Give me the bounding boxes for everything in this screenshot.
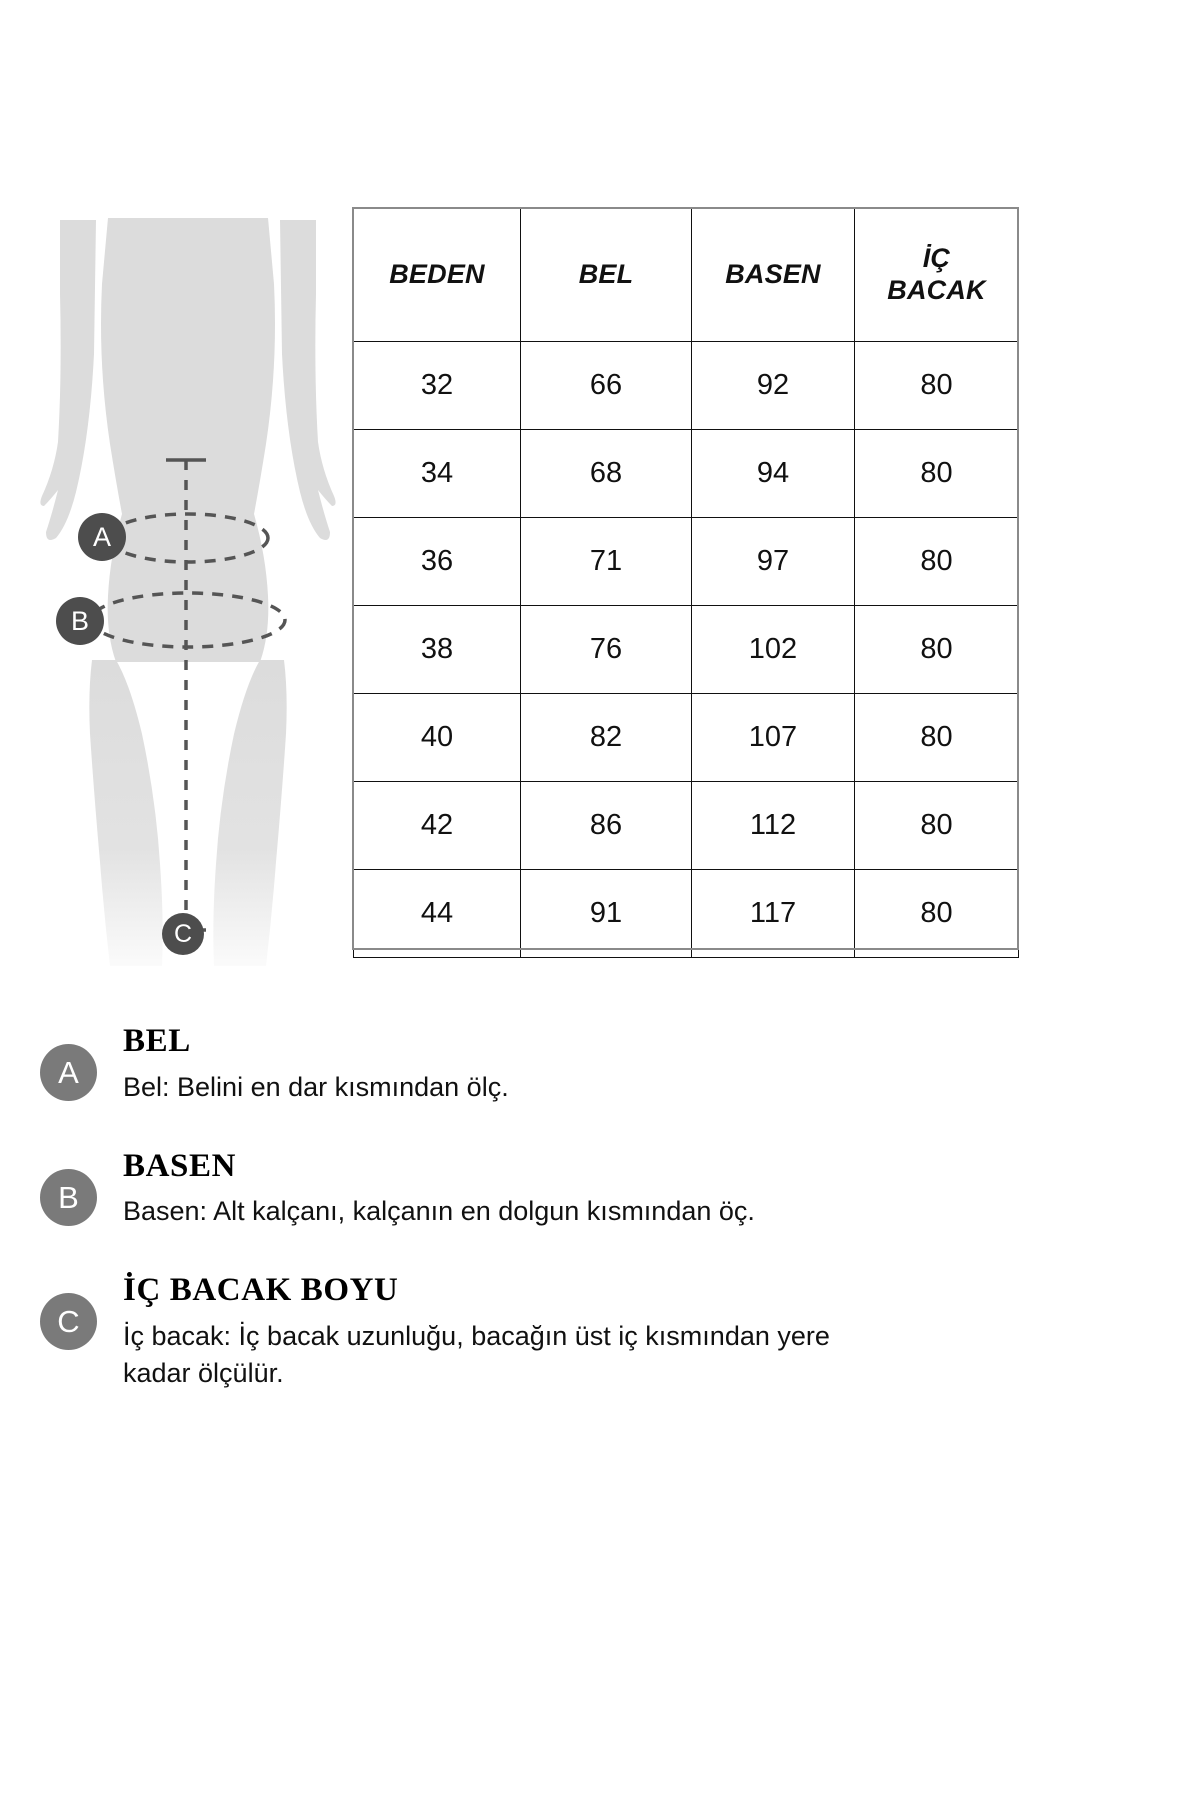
cell-ic-bacak: 80 — [855, 430, 1019, 518]
size-measurement-table — [353, 208, 1019, 958]
legend-desc-basen: Basen: Alt kalçanı, kalçanın en dolgun kısmından öç. — [123, 1196, 755, 1227]
figure-marker-c: C — [162, 913, 204, 955]
legend-badge-c: C — [40, 1293, 97, 1350]
cell-beden: 42 — [354, 782, 521, 870]
cell-beden: 38 — [354, 606, 521, 694]
legend-desc-bel: Bel: Belini en dar kısmından ölç. — [123, 1071, 509, 1102]
right-leg-shape — [213, 660, 286, 966]
cell-basen: 97 — [692, 518, 855, 606]
cell-ic-bacak: 80 — [855, 694, 1019, 782]
legend-title-bel: BEL — [123, 1023, 191, 1059]
cell-basen: 94 — [692, 430, 855, 518]
body-figure — [38, 214, 338, 974]
cell-beden: 40 — [354, 694, 521, 782]
legend-badge-a: A — [40, 1044, 97, 1101]
cell-bel: 91 — [521, 870, 692, 958]
cell-bel: 86 — [521, 782, 692, 870]
table-row — [354, 694, 1019, 782]
table-row — [354, 518, 1019, 606]
legend-title-ic-bacak: İÇ BACAK BOYU — [123, 1272, 399, 1309]
cell-beden: 34 — [354, 430, 521, 518]
cell-bel: 76 — [521, 606, 692, 694]
cell-ic-bacak: 80 — [855, 870, 1019, 958]
legend-badge-b: B — [40, 1169, 97, 1226]
cell-bel: 66 — [521, 342, 692, 430]
column-header-bel: BEL — [521, 209, 692, 342]
cell-ic-bacak: 80 — [855, 342, 1019, 430]
cell-beden: 44 — [354, 870, 521, 958]
cell-basen: 92 — [692, 342, 855, 430]
legend-item-basen — [40, 1147, 1040, 1231]
measurement-legend — [40, 1022, 1040, 1392]
legend-desc-ic-bacak: İç bacak: İç bacak uzunluğu, bacağın üst iç kısmından yere kadar ölçülür. — [123, 1320, 830, 1388]
cell-bel: 71 — [521, 518, 692, 606]
cell-basen: 117 — [692, 870, 855, 958]
cell-ic-bacak: 80 — [855, 606, 1019, 694]
table-row — [354, 606, 1019, 694]
legend-title-basen: BASEN — [123, 1147, 237, 1184]
column-header-beden: BEDEN — [354, 209, 521, 342]
cell-basen: 112 — [692, 782, 855, 870]
left-arm-shape — [40, 220, 96, 540]
cell-bel: 82 — [521, 694, 692, 782]
table-header-row — [354, 209, 1019, 342]
cell-ic-bacak: 80 — [855, 518, 1019, 606]
legend-item-bel — [40, 1022, 1040, 1106]
right-arm-shape — [280, 220, 336, 540]
cell-beden: 32 — [354, 342, 521, 430]
torso-shape — [101, 218, 275, 514]
column-header-ic-bacak-line2: BACAK — [887, 275, 986, 305]
table-row — [354, 342, 1019, 430]
column-header-basen: BASEN — [692, 209, 855, 342]
left-leg-shape — [89, 660, 162, 966]
table-row — [354, 430, 1019, 518]
cell-ic-bacak: 80 — [855, 782, 1019, 870]
table-row — [354, 870, 1019, 958]
cell-basen: 107 — [692, 694, 855, 782]
cell-basen: 102 — [692, 606, 855, 694]
figure-marker-a: A — [78, 513, 126, 561]
column-header-ic-bacak — [855, 209, 1019, 342]
figure-marker-b: B — [56, 597, 104, 645]
table-row — [354, 782, 1019, 870]
column-header-ic-bacak-line1: İÇ — [922, 243, 951, 274]
legend-item-ic-bacak — [40, 1271, 1040, 1392]
hips-shape — [108, 514, 269, 662]
cell-bel: 68 — [521, 430, 692, 518]
cell-beden: 36 — [354, 518, 521, 606]
